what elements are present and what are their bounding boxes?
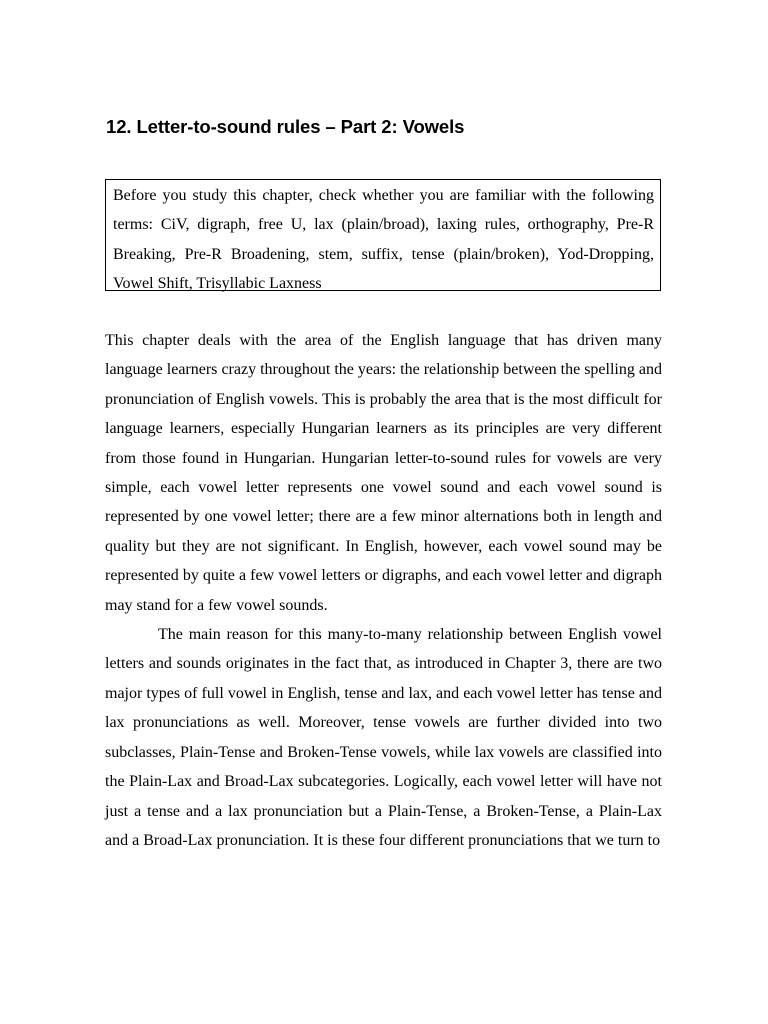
prerequisites-box: Before you study this chapter, check whether you are familiar with the following terms: CiV, digraph, free U, lax (plain/broad), laxing rules, orthography, Pre-R Breaking, Pre-R Broadening, stem, suffix, tense (plain/broken), Yod-Dropping, Vowel Shift, Trisyllabic Laxness bbox=[105, 179, 661, 291]
paragraph-2: The main reason for this many-to-many relationship between English vowel letters and sounds originates in the fact that, as introduced in Chapter 3, there are two major types of full vowel in English, tense and lax, and each vowel letter has tense and lax pronunciations as well. Moreover, tense vowels are further divided into two subclasses, Plain-Tense and Broken-Tense vowels, while lax vowels are classified into the Plain-Lax and Broad-Lax subcategories. Logically, each vowel letter will have not just a tense and a lax pronunciation but a Plain-Tense, a Broken-Tense, a Plain-Lax and a Broad-Lax pronunciation. It is these four different pronunciations that we turn to bbox=[105, 626, 662, 849]
chapter-title: 12. Letter-to-sound rules – Part 2: Vowels bbox=[106, 116, 465, 137]
paragraph-1: This chapter deals with the area of the English language that has driven many language learners crazy throughout the years: the relationship between the spelling and pronunciation of English vowels. This is probably the area that is the most difficult for language learners, especially Hungarian learners as its principles are very different from those found in Hungarian. Hungarian letter-to-sound rules for vowels are very simple, each vowel letter represents one vowel sound and each vowel sound is represented by one vowel letter; there are a few minor alternations both in length and quality but they are not significant. In English, however, each vowel sound may be represented by quite a few vowel letters or digraphs, and each vowel letter and digraph may stand for a few vowel sounds. bbox=[105, 332, 662, 614]
body-text bbox=[105, 326, 662, 855]
